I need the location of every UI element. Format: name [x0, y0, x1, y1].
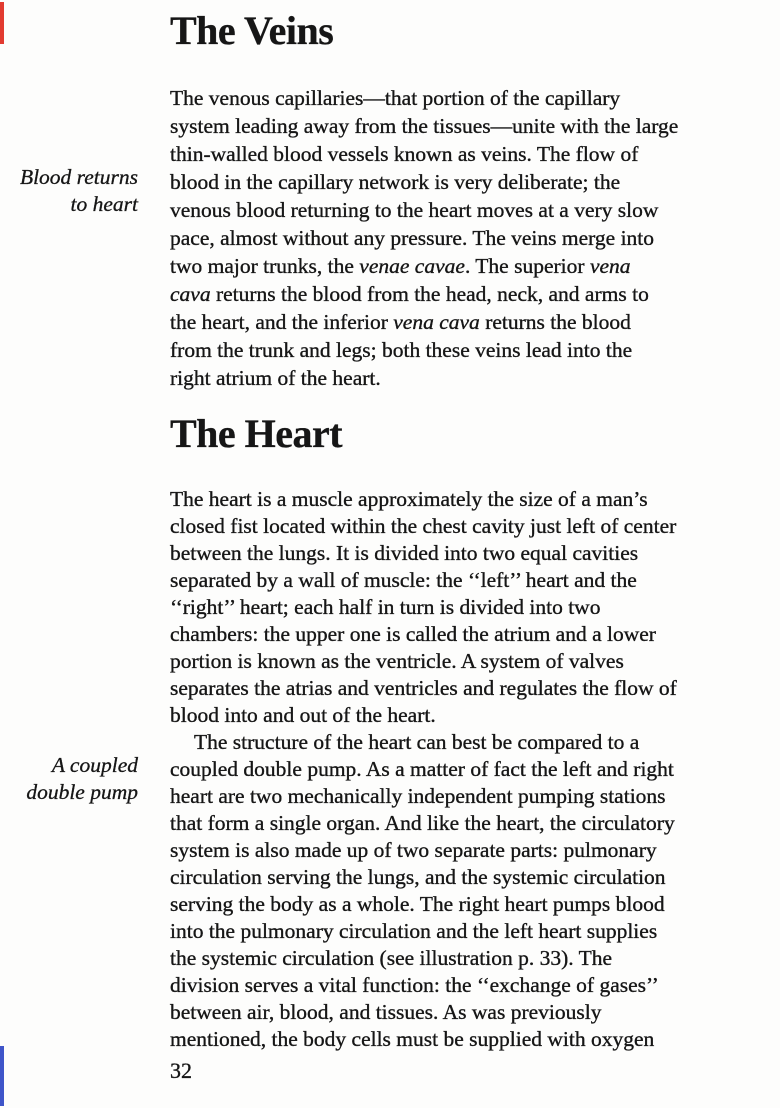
section-heading-veins: The Veins: [170, 8, 334, 53]
text-line: separates the atrias and ventricles and regulates the flow of: [170, 676, 677, 700]
scan-edge-mark-top: [0, 2, 4, 44]
text-line: cava returns the blood from the head, neck, and arms to: [170, 282, 649, 306]
text-line: blood in the capillary network is very deliberate; the: [170, 170, 621, 194]
text-line: system is also made up of two separate parts: pulmonary: [170, 838, 657, 862]
text-line: The structure of the heart can best be compared to a: [194, 730, 640, 754]
text-line: circulation serving the lungs, and the systemic circulation: [170, 865, 666, 889]
margin-note-coupled-pump: [0, 752, 138, 806]
text-line: that form a single organ. And like the heart, the circulatory: [170, 811, 675, 835]
text-line: mentioned, the body cells must be supplied with oxygen: [170, 1027, 655, 1051]
text-line: pace, almost without any pressure. The veins merge into: [170, 226, 655, 250]
text-line: system leading away from the tissues—unite with the large: [170, 114, 679, 138]
scan-edge-mark-bottom: [0, 1046, 4, 1106]
text-line: the heart, and the inferior vena cava returns the blood: [170, 310, 631, 334]
text-line: thin-walled blood vessels known as veins. The flow of: [170, 142, 639, 166]
paragraph-heart-1: [170, 486, 780, 729]
section-heading-heart: The Heart: [170, 411, 343, 456]
text-line: to heart: [70, 192, 138, 216]
text-line: right atrium of the heart.: [170, 366, 381, 390]
text-line: closed fist located within the chest cavity just left of center: [170, 514, 677, 538]
text-line: blood into and out of the heart.: [170, 703, 436, 727]
text-line: venous blood returning to the heart moves at a very slow: [170, 198, 659, 222]
text-line: serving the body as a whole. The right heart pumps blood: [170, 892, 665, 916]
text-line: ‘‘right’’ heart; each half in turn is divided into two: [170, 595, 601, 619]
text-line: heart are two mechanically independent pumping stations: [170, 784, 666, 808]
text-line: between air, blood, and tissues. As was previously: [170, 1000, 602, 1024]
margin-note-blood-returns: [0, 164, 138, 218]
text-line: into the pulmonary circulation and the left heart supplies: [170, 919, 658, 943]
text-line: two major trunks, the venae cavae. The superior vena: [170, 254, 631, 278]
paragraph-veins: [170, 84, 780, 392]
text-line: double pump: [26, 780, 138, 804]
text-line: The heart is a muscle approximately the size of a man’s: [170, 487, 648, 511]
text-line: the systemic circulation (see illustration p. 33). The: [170, 946, 613, 970]
text-line: coupled double pump. As a matter of fact the left and right: [170, 757, 674, 781]
text-line: The venous capillaries—that portion of the capillary: [170, 86, 621, 110]
paragraph-heart-2: [170, 729, 780, 1053]
text-line: A coupled: [51, 753, 138, 777]
page-number: 32: [170, 1058, 192, 1083]
text-line: portion is known as the ventricle. A system of valves: [170, 649, 624, 673]
text-line: Blood returns: [19, 165, 138, 189]
text-line: between the lungs. It is divided into two equal cavities: [170, 541, 639, 565]
text-line: separated by a wall of muscle: the ‘‘left’’ heart and the: [170, 568, 637, 592]
text-line: chambers: the upper one is called the atrium and a lower: [170, 622, 656, 646]
text-line: division serves a vital function: the ‘‘exchange of gases’’: [170, 973, 659, 997]
text-line: from the trunk and legs; both these veins lead into the: [170, 338, 633, 362]
